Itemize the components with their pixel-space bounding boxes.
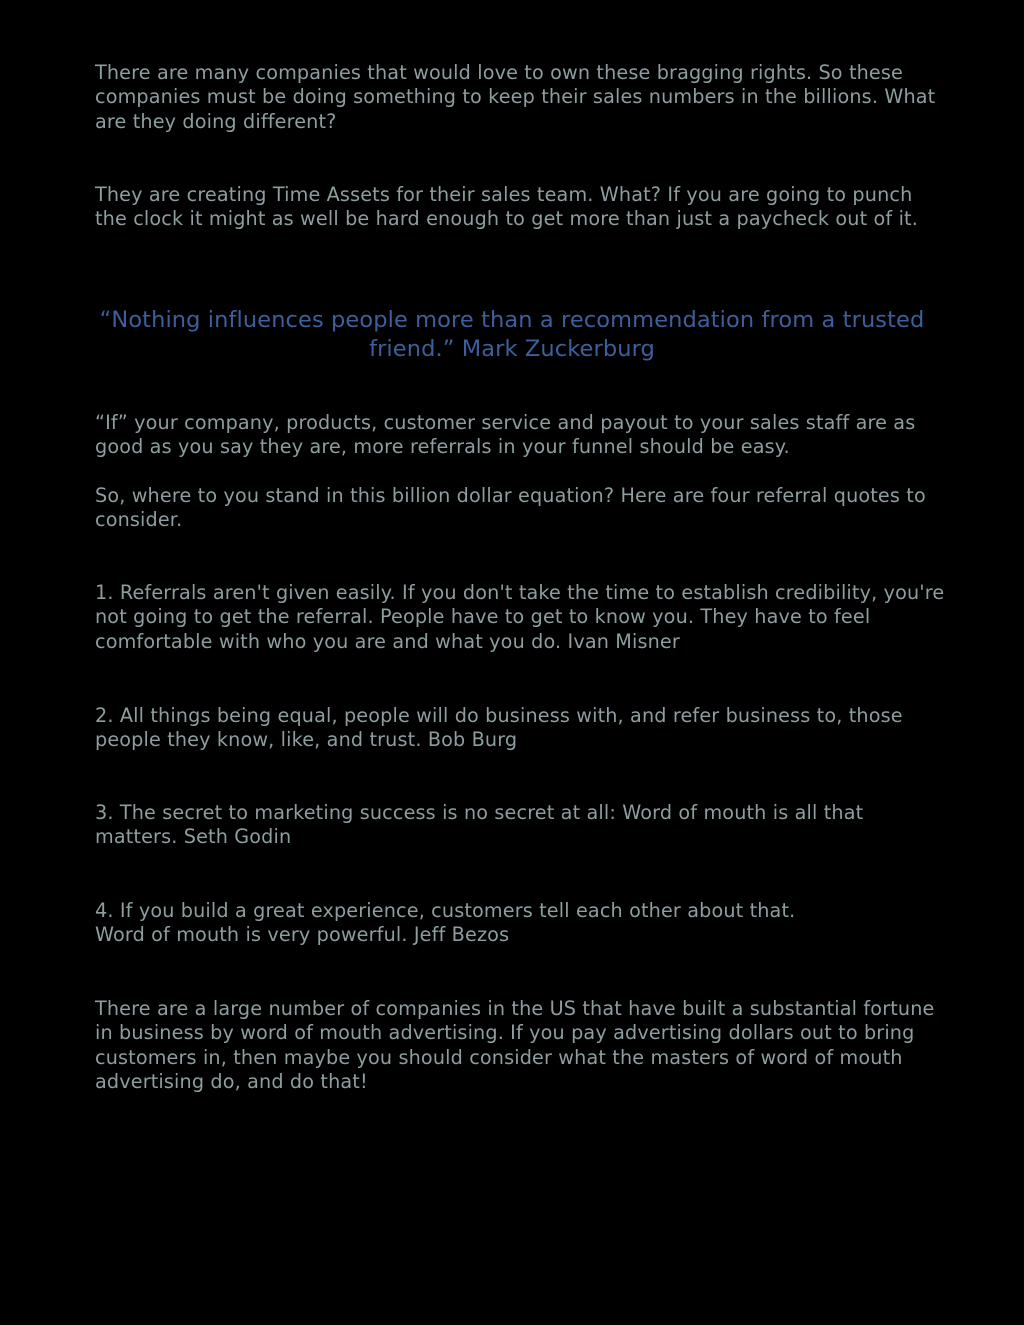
- closing-paragraph: There are a large number of companies in the US that have built a substantial fortune in business by word of mouth advertising. If you pay advertising dollars out to bring customers in, then maybe you should consider what the masters of word of mouth advertising do, and do that!: [95, 997, 935, 1094]
- equation-paragraph: So, where to you stand in this billion dollar equation? Here are four referral quotes to consider.: [95, 484, 926, 532]
- quote-item-4: 4. If you build a great experience, customers tell each other about that. Word of mouth is very powerful. Jeff Bezos: [95, 899, 796, 947]
- pull-quote: “Nothing influences people more than a recommendation from a trusted friend.” Mark Zuckerburg: [99, 307, 925, 362]
- quote-item-3: 3. The secret to marketing success is no secret at all: Word of mouth is all that matters. Seth Godin: [95, 801, 864, 849]
- referrals-paragraph: “If” your company, products, customer service and payout to your sales staff are as good as you say they are, more referrals in your funnel should be easy.: [95, 411, 916, 459]
- quote-item-1: 1. Referrals aren't given easily. If you don't take the time to establish credibility, you're not going to get the referral. People have to get to know you. They have to feel comfortable with who you are and what you do. Ivan Misner: [95, 581, 945, 653]
- intro-paragraph: There are many companies that would love to own these bragging rights. So these companies must be doing something to keep their sales numbers in the billions. What are they doing different?: [95, 61, 936, 133]
- time-assets-paragraph: They are creating Time Assets for their sales team. What? If you are going to punch the clock it might as well be hard enough to get more than just a paycheck out of it.: [95, 183, 918, 231]
- quote-item-2: 2. All things being equal, people will do business with, and refer business to, those people they know, like, and trust. Bob Burg: [95, 704, 903, 752]
